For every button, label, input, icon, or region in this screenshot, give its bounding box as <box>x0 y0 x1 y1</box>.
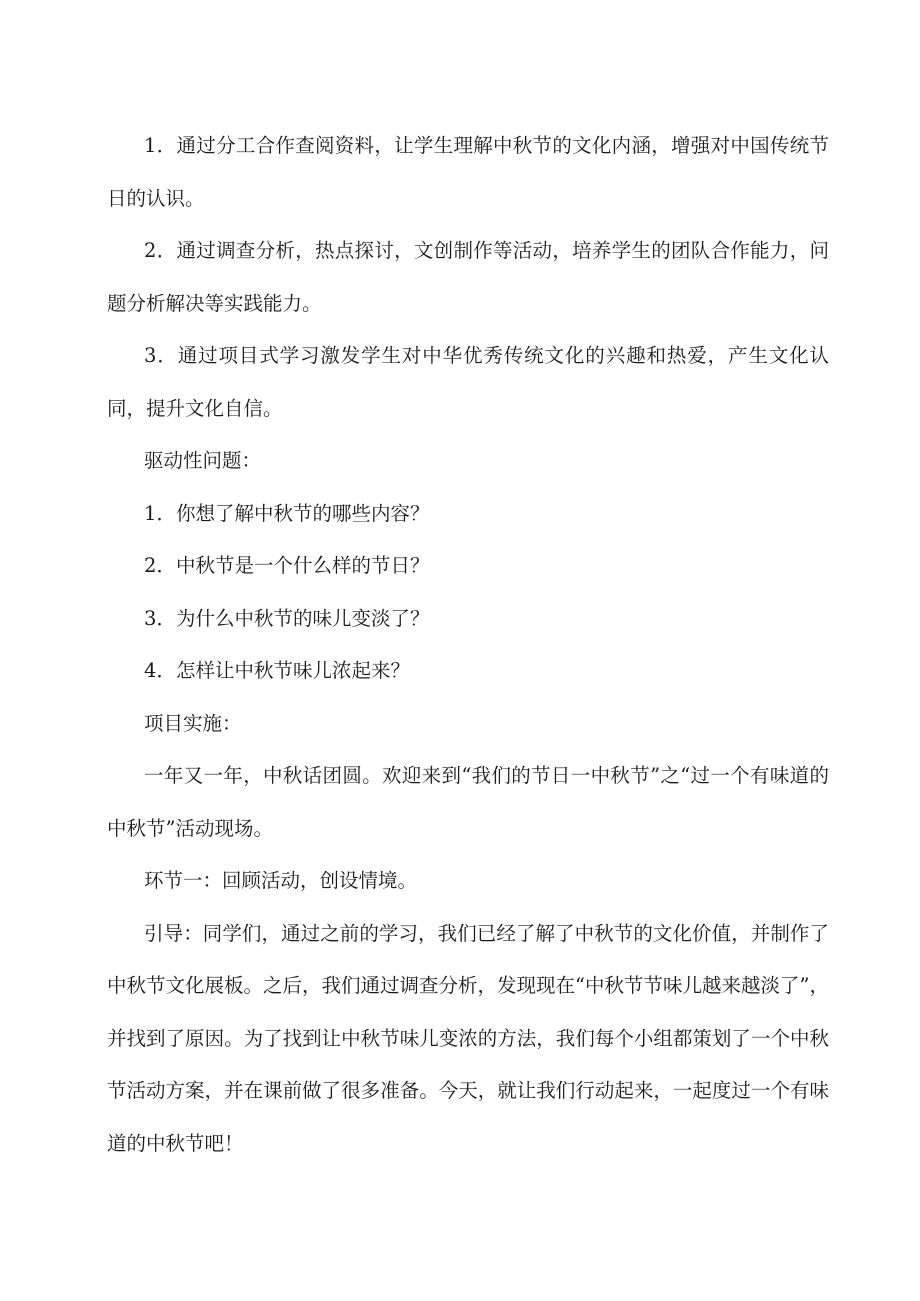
question-item-1: 1．你想了解中秋节的哪些内容？ <box>144 501 430 525</box>
question-item-3: 3．为什么中秋节的味儿变淡了？ <box>144 606 430 630</box>
objective-item-3: 3．通过项目式学习激发学生对中华优秀传统文化的兴趣和热爱，产生文化认同，提升文化自信。 <box>107 344 829 420</box>
document-body <box>107 120 829 1170</box>
intro-paragraph: 一年又一年，中秋话团圆。欢迎来到“我们的节日一中秋节”之“过一个有味道的中秋节”活动现场。 <box>107 764 829 840</box>
question-item-2: 2．中秋节是一个什么样的节日？ <box>144 554 430 577</box>
guidance-paragraph: 引导：同学们，通过之前的学习，我们已经了解了中秋节的文化价值，并制作了中秋节文化展板。之后，我们通过调查分析，发现现在“中秋节节味儿越来越淡了”，并找到了原因。为了找到让中秋节味儿变浓的方法，我们每个小组都策划了一个中秋节活动方案，并在课前做了很多准备。今天，就让我们行动起来，一起度过一个有味道的中秋节吧！ <box>107 921 829 1155</box>
question-item-4: 4．怎样让中秋节味儿浓起来？ <box>144 659 410 682</box>
section-heading-driving-questions: 驱动性问题： <box>144 449 262 472</box>
objective-item-1: 1．通过分工合作查阅资料，让学生理解中秋节的文化内涵，增强对中国传统节日的认识。 <box>107 134 829 210</box>
step-heading-1: 环节一：回顾活动，创设情境。 <box>144 869 418 892</box>
objective-item-2: 2．通过调查分析，热点探讨，文创制作等活动，培养学生的团队合作能力，问题分析解决等实践能力。 <box>107 239 829 315</box>
section-heading-implementation: 项目实施： <box>144 711 242 735</box>
